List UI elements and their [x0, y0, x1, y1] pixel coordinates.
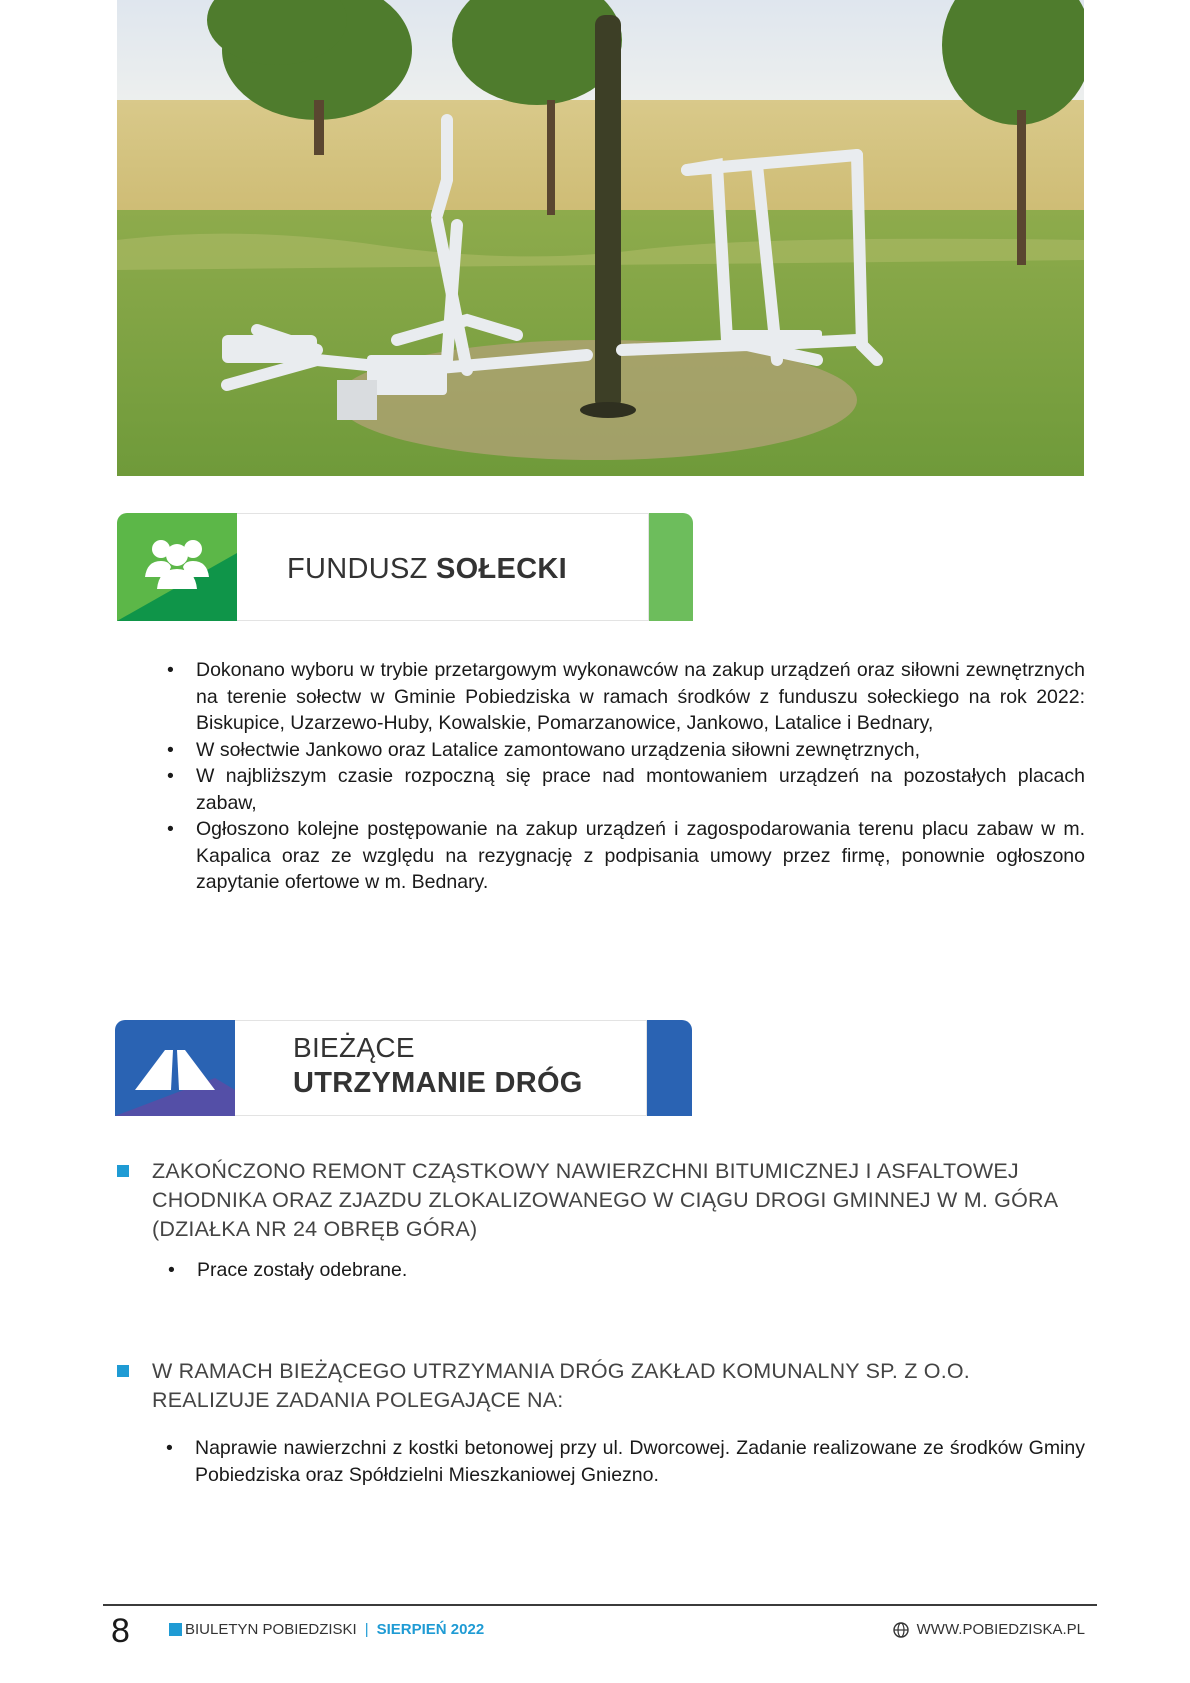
publication-name: BIULETYN POBIEDZISKI [185, 1621, 357, 1638]
road-icon [135, 1050, 215, 1090]
list-item-text: Ogłoszono kolejne postępowanie na zakup urządzeń i zagospodarowania terenu placu zabaw w m. Kapalica oraz ze względu na rezygnację z podpisania umowy przez firmę, ponownie ogłoszono zapytanie ofertowe w m. Bednary. [196, 818, 1085, 893]
section-title-line2: UTRZYMANIE DRÓG [293, 1067, 583, 1099]
section-icon-box [117, 513, 237, 621]
list-item [167, 657, 1085, 737]
bullet-dot: • [168, 1259, 175, 1281]
road-task-heading: ZAKOŃCZONO REMONT CZĄSTKOWY NAWIERZCHNI BITUMICZNEJ I ASFALTOWEJ CHODNIKA ORAZ ZJAZDU ZLOKALIZOWANEGO W CIĄGU DROGI GMINNEJ W M. GÓRA (DZIAŁKA NR 24 OBRĘB GÓRA) [152, 1159, 1058, 1241]
bullet-dot: • [166, 1437, 173, 1459]
website-link[interactable]: WWW.POBIEDZISKA.PL [916, 1621, 1085, 1638]
list-item-text: Prace zostały odebrane. [197, 1259, 408, 1281]
section-title-line1: BIEŻĄCE [293, 1032, 415, 1063]
section-header-utrzymanie-drog [115, 1020, 692, 1116]
road-task-item [117, 1357, 1077, 1417]
bullet-dot: • [167, 765, 174, 787]
bullet-dot: • [167, 818, 174, 840]
page-footer [103, 1606, 1097, 1656]
footer-separator: | [364, 1621, 369, 1638]
list-item-text: W najbliższym czasie rozpoczną się prace nad montowaniem urządzeń na pozostałych placach zabaw, [196, 765, 1085, 814]
footer-publication [169, 1621, 484, 1638]
road-task-sublist [166, 1435, 1085, 1488]
page-number: 8 [111, 1612, 130, 1650]
section-title-bold: SOŁECKI [436, 553, 567, 585]
square-bullet-icon [117, 1165, 129, 1177]
list-item-text: Dokonano wyboru w trybie przetargowym wykonawców na zakup urządzeń oraz siłowni zewnętrznych na terenie sołectw w Gminie Pobiedziska w ramach środków z funduszu sołeckiego na rok 2022: Biskupice, Uzarzewo-Huby, Kowalskie, Pomarzanowice, Jankowo, Latalice i Bednary, [196, 659, 1085, 734]
list-item [167, 737, 1085, 764]
square-bullet-icon [169, 1623, 182, 1636]
road-task-heading: W RAMACH BIEŻĄCEGO UTRZYMANIA DRÓG ZAKŁAD KOMUNALNY SP. Z O.O. REALIZUJE ZADANIA POLEGAJĄCE NA: [152, 1359, 970, 1412]
list-item [167, 816, 1085, 896]
bullet-dot: • [167, 738, 174, 761]
footer-website[interactable] [893, 1621, 1085, 1638]
section-icon-box [115, 1020, 235, 1116]
section-accent-tab [649, 513, 693, 621]
section-accent-tab [647, 1020, 692, 1116]
publication-date: SIERPIEŃ 2022 [376, 1621, 485, 1638]
section-title-light: FUNDUSZ [287, 553, 436, 585]
list-item [168, 1257, 1085, 1284]
section-title [287, 553, 567, 586]
fundusz-solecki-list [167, 657, 1085, 896]
list-item [167, 763, 1085, 816]
road-task-sublist [168, 1257, 1085, 1284]
square-bullet-icon [117, 1365, 129, 1377]
outdoor-gym-photo [117, 0, 1084, 476]
globe-icon [893, 1622, 909, 1638]
list-item [166, 1435, 1085, 1488]
list-item-text: W sołectwie Jankowo oraz Latalice zamontowano urządzenia siłowni zewnętrznych, [196, 738, 921, 761]
list-item-text: Naprawie nawierzchni z kostki betonowej przy ul. Dworcowej. Zadanie realizowane ze środków Gminy Pobiedziska oraz Spółdzielni Mieszkaniowej Gniezno. [195, 1437, 1085, 1486]
section-header-fundusz-solecki [117, 513, 693, 621]
bullet-dot: • [167, 659, 174, 681]
road-task-item [117, 1157, 1077, 1247]
